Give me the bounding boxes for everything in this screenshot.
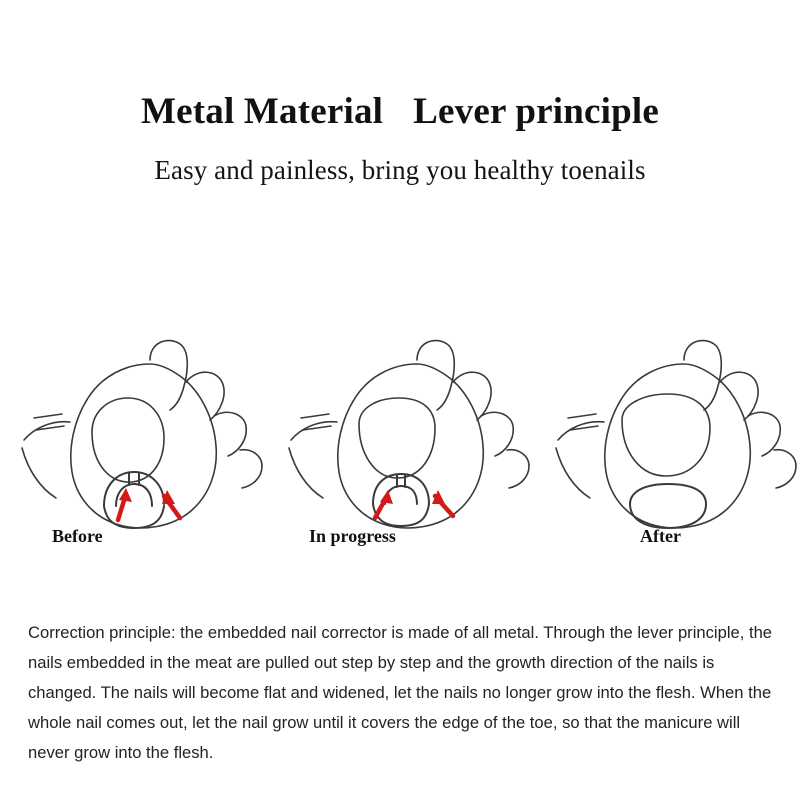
panel-caption-before: Before: [52, 526, 103, 546]
toe-diagram-before-icon: [0, 320, 266, 590]
illustration-panel-after: [534, 320, 800, 590]
panel-caption-in-progress: In progress: [309, 526, 396, 546]
header: [0, 92, 800, 186]
page-title-right: Lever principle: [413, 91, 660, 132]
page-title: [0, 92, 800, 133]
illustration-band: [0, 320, 800, 590]
corrected-nail-flat-icon: [630, 484, 706, 528]
toe-diagram-in-progress-icon: [267, 320, 533, 590]
illustration-panel-in-progress: [267, 320, 533, 590]
illustration-panel-before: [0, 320, 266, 590]
page-title-left: Metal Material: [140, 91, 384, 132]
force-arrows-icon: [375, 490, 453, 518]
panel-caption-after: After: [640, 526, 681, 546]
page-subtitle: Easy and painless, bring you healthy toenails: [154, 154, 646, 185]
corrector-clip-open-icon: [104, 472, 164, 528]
correction-principle-paragraph: Correction principle: the embedded nail corrector is made of all metal. Through the lever principle, the nails embedded in the meat are pulled out step by step and the growth direction of the nails is changed. The nails will become flat and widened, let the nails no longer grow into the flesh. When the whole nail comes out, let the nail grow until it covers the edge of the toe, so that the manicure will never grow into the flesh.: [28, 623, 773, 762]
toe-diagram-after-icon: [534, 320, 800, 590]
